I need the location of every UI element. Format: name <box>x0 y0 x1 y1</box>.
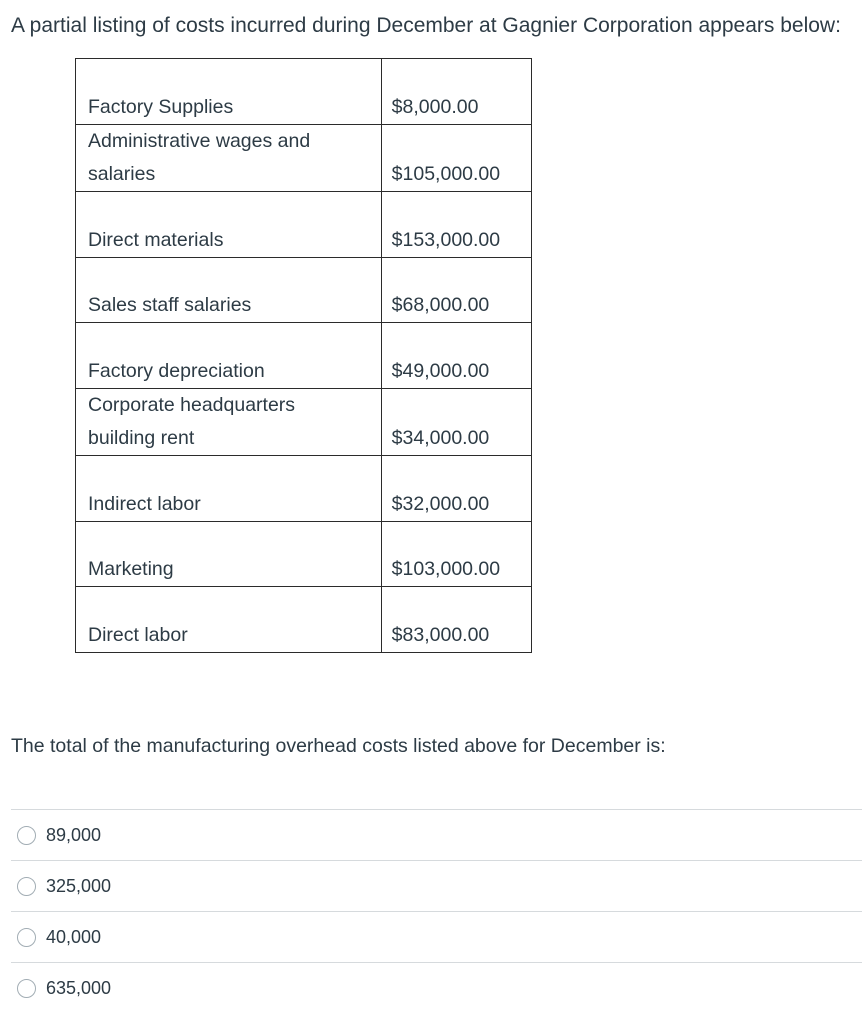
cost-item-cell <box>76 59 382 125</box>
answer-option-3[interactable] <box>11 911 862 962</box>
cost-table <box>75 58 532 653</box>
cost-amount-cell <box>381 522 531 587</box>
cost-item-cell <box>76 522 382 587</box>
radio-button-icon[interactable] <box>17 928 36 947</box>
answer-option-2[interactable] <box>11 860 862 911</box>
question-prompt: The total of the manufacturing overhead costs listed above for December is: <box>11 735 666 757</box>
answer-option-1[interactable] <box>11 809 862 860</box>
table-row <box>76 389 532 456</box>
table-row <box>76 258 532 323</box>
cost-item-cell <box>76 258 382 323</box>
answer-label[interactable]: 40,000 <box>46 926 102 947</box>
cost-amount-cell <box>381 125 531 192</box>
cost-item-label: Marketing <box>88 558 174 580</box>
cost-amount: $83,000.00 <box>391 624 490 646</box>
radio-button-icon[interactable] <box>17 877 36 896</box>
cost-amount-cell <box>381 456 531 522</box>
cost-item-cell <box>76 323 382 389</box>
table-row <box>76 323 532 389</box>
cost-amount: $49,000.00 <box>391 360 490 382</box>
cost-item-cell <box>76 456 382 522</box>
cost-amount-cell <box>381 258 531 323</box>
radio-button-icon[interactable] <box>17 979 36 998</box>
answer-label[interactable]: 635,000 <box>46 977 112 998</box>
cost-amount: $68,000.00 <box>391 294 490 316</box>
cost-item-label: Corporate headquarters <box>88 394 296 416</box>
cost-amount-cell <box>381 389 531 456</box>
answer-choices <box>11 809 862 1013</box>
answer-option-4[interactable] <box>11 962 862 1013</box>
question-intro: A partial listing of costs incurred during December at Gagnier Corporation appears below: <box>11 14 841 37</box>
table-row <box>76 456 532 522</box>
cost-item-label: Administrative wages and <box>88 130 311 152</box>
table-row <box>76 59 532 125</box>
cost-amount-cell <box>381 587 531 653</box>
cost-item-cell <box>76 587 382 653</box>
table-row <box>76 587 532 653</box>
answer-label[interactable]: 89,000 <box>46 824 102 845</box>
cost-item-cell <box>76 192 382 258</box>
cost-amount-cell <box>381 59 531 125</box>
cost-item-cell <box>76 125 382 192</box>
cost-amount: $105,000.00 <box>391 163 501 185</box>
cost-item-label: Direct materials <box>88 229 224 251</box>
cost-amount: $153,000.00 <box>391 229 501 251</box>
table-row <box>76 192 532 258</box>
table-row <box>76 522 532 587</box>
cost-amount: $8,000.00 <box>391 96 479 118</box>
cost-item-label: Sales staff salaries <box>88 294 252 316</box>
cost-item-label-cont: building rent <box>88 427 195 449</box>
cost-amount: $32,000.00 <box>391 493 490 515</box>
answer-label[interactable]: 325,000 <box>46 875 112 896</box>
cost-amount: $103,000.00 <box>391 558 501 580</box>
cost-item-label-cont: salaries <box>88 163 156 185</box>
cost-item-label: Factory depreciation <box>88 360 265 382</box>
cost-item-label: Direct labor <box>88 624 188 646</box>
table-row <box>76 125 532 192</box>
cost-amount-cell <box>381 323 531 389</box>
cost-amount: $34,000.00 <box>391 427 490 449</box>
cost-item-label: Indirect labor <box>88 493 201 515</box>
cost-amount-cell <box>381 192 531 258</box>
cost-item-label: Factory Supplies <box>88 96 234 118</box>
cost-item-cell <box>76 389 382 456</box>
radio-button-icon[interactable] <box>17 826 36 845</box>
